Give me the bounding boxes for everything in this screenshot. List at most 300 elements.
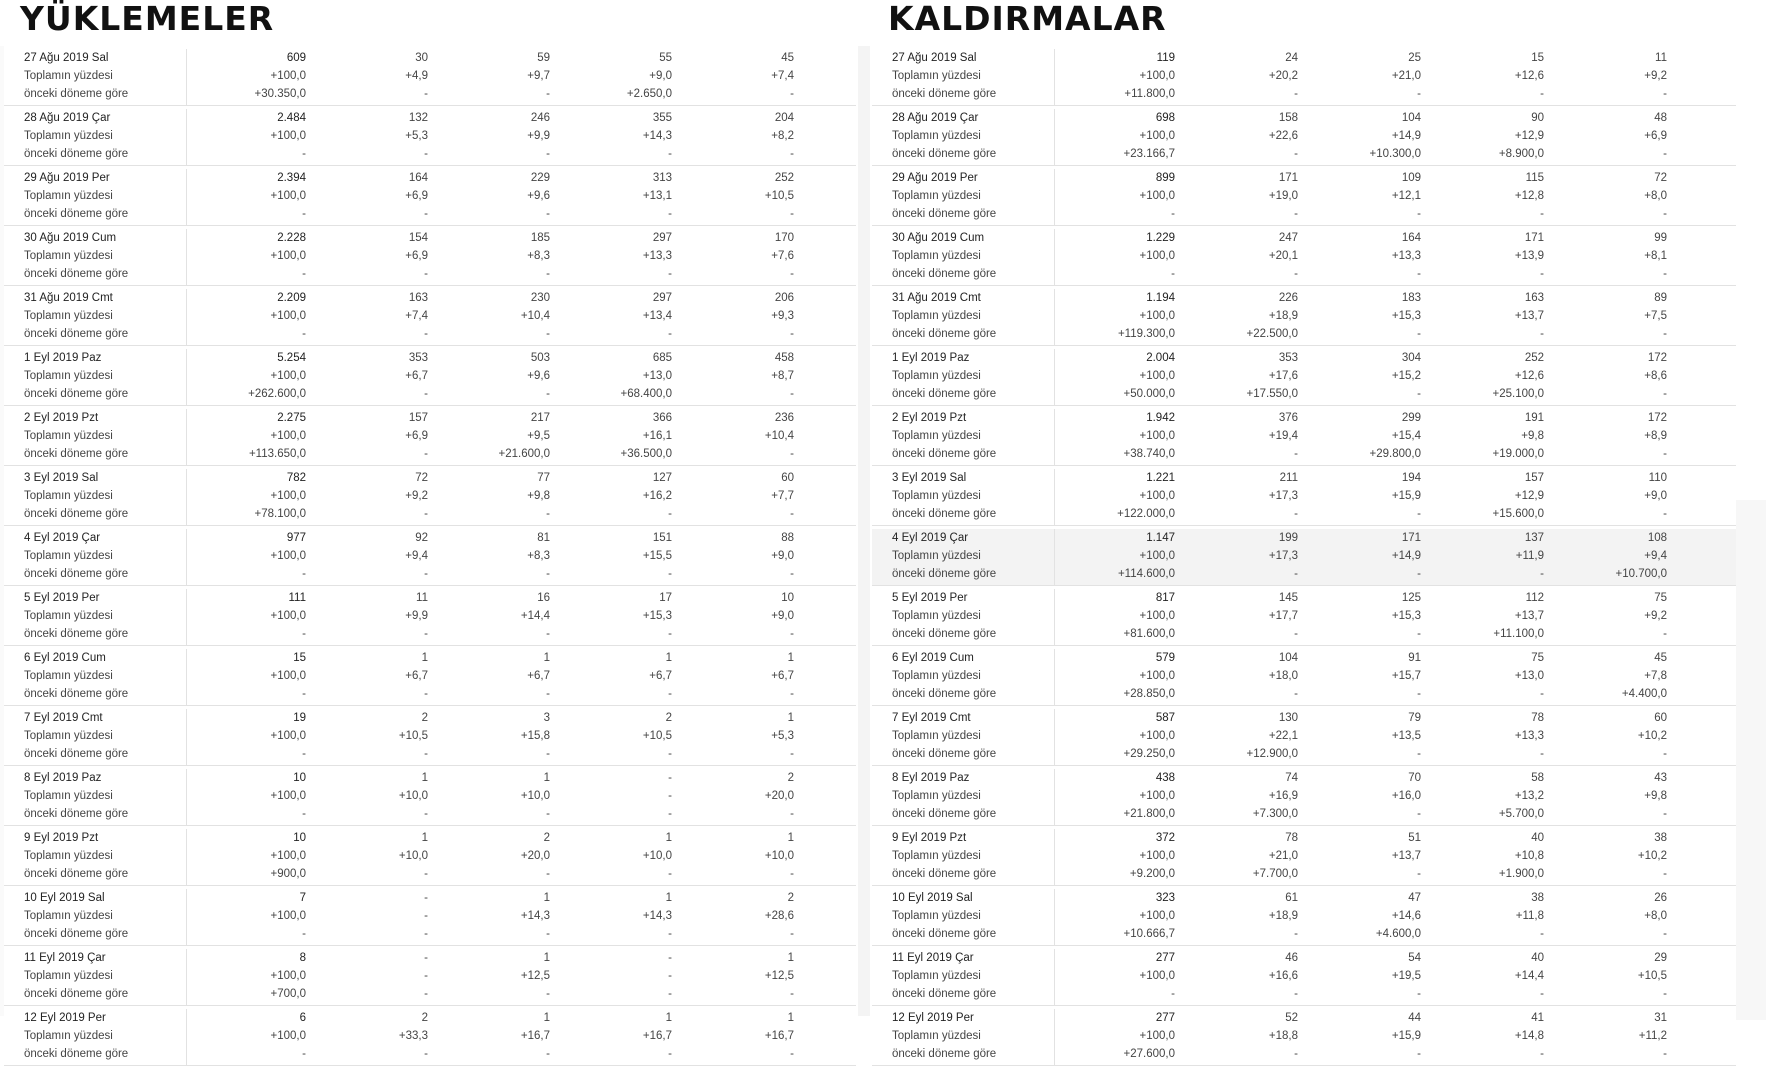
count-cell: 1 bbox=[787, 712, 794, 724]
previous-period-cell: +38.740,0 bbox=[1123, 448, 1175, 460]
percent-cell: +9,8 bbox=[527, 490, 550, 502]
count-line bbox=[872, 829, 1736, 847]
percent-cell: +100,0 bbox=[1139, 910, 1175, 922]
previous-period-cell: - bbox=[1663, 88, 1667, 100]
percent-cell: - bbox=[668, 790, 672, 802]
percent-cell: - bbox=[668, 970, 672, 982]
count-cell: 137 bbox=[1524, 532, 1544, 544]
previous-period-cell: +900,0 bbox=[270, 868, 306, 880]
table-row bbox=[4, 349, 856, 406]
count-cell: 1 bbox=[543, 952, 550, 964]
previous-period-cell: - bbox=[424, 508, 428, 520]
count-cell: 79 bbox=[1408, 712, 1421, 724]
percent-label: Toplamın yüzdesi bbox=[24, 850, 113, 862]
percent-line bbox=[4, 607, 856, 625]
percent-label: Toplamın yüzdesi bbox=[892, 850, 981, 862]
percent-cell: +100,0 bbox=[1139, 430, 1175, 442]
percent-cell: +10,2 bbox=[1637, 730, 1667, 742]
previous-period-cell: +29.800,0 bbox=[1369, 448, 1421, 460]
count-cell: 46 bbox=[1285, 952, 1298, 964]
count-cell: 183 bbox=[1401, 292, 1421, 304]
percent-cell: +10,0 bbox=[520, 790, 550, 802]
previous-period-cell: +15.600,0 bbox=[1492, 508, 1544, 520]
count-cell: 8 bbox=[299, 952, 306, 964]
percent-cell: +9,4 bbox=[405, 550, 428, 562]
count-cell: 438 bbox=[1155, 772, 1175, 784]
percent-cell: +10,4 bbox=[764, 430, 794, 442]
previous-period-cell: +7.700,0 bbox=[1252, 868, 1298, 880]
previous-period-label: önceki döneme göre bbox=[892, 88, 997, 100]
count-cell: 26 bbox=[1654, 892, 1667, 904]
previous-period-cell: - bbox=[1294, 148, 1298, 160]
count-cell: 19 bbox=[293, 712, 306, 724]
count-cell: 171 bbox=[1278, 172, 1298, 184]
row-date: 2 Eyl 2019 Pzt bbox=[892, 412, 967, 424]
count-cell: 127 bbox=[652, 472, 672, 484]
previous-period-cell: - bbox=[1171, 268, 1175, 280]
percent-cell: +100,0 bbox=[1139, 850, 1175, 862]
percent-cell: +15,7 bbox=[1391, 670, 1421, 682]
table-row bbox=[872, 49, 1736, 106]
count-cell: 41 bbox=[1531, 1012, 1544, 1024]
percent-cell: +4,9 bbox=[405, 70, 428, 82]
percent-cell: +9,8 bbox=[1521, 430, 1544, 442]
previous-period-cell: +27.600,0 bbox=[1123, 1048, 1175, 1060]
percent-cell: +9,6 bbox=[527, 370, 550, 382]
previous-period-cell: +12.900,0 bbox=[1246, 748, 1298, 760]
previous-period-line bbox=[4, 385, 856, 403]
previous-period-label: önceki döneme göre bbox=[24, 268, 129, 280]
previous-period-cell: - bbox=[424, 868, 428, 880]
percent-cell: +18,8 bbox=[1268, 1030, 1298, 1042]
count-cell: 10 bbox=[781, 592, 794, 604]
previous-period-cell: - bbox=[1663, 208, 1667, 220]
previous-period-cell: - bbox=[1663, 808, 1667, 820]
previous-period-cell: +262.600,0 bbox=[248, 388, 306, 400]
table-row bbox=[4, 409, 856, 466]
percent-cell: +14,9 bbox=[1391, 130, 1421, 142]
table-row bbox=[4, 169, 856, 226]
percent-label: Toplamın yüzdesi bbox=[24, 970, 113, 982]
row-date: 2 Eyl 2019 Pzt bbox=[24, 412, 99, 424]
percent-label: Toplamın yüzdesi bbox=[892, 370, 981, 382]
percent-cell: +10,0 bbox=[764, 850, 794, 862]
count-cell: 157 bbox=[408, 412, 428, 424]
percent-cell: +16,7 bbox=[642, 1030, 672, 1042]
table-row bbox=[872, 769, 1736, 826]
previous-period-cell: - bbox=[546, 628, 550, 640]
table-row bbox=[872, 529, 1736, 586]
row-date: 8 Eyl 2019 Paz bbox=[24, 772, 102, 784]
count-line bbox=[872, 409, 1736, 427]
percent-cell: +15,2 bbox=[1391, 370, 1421, 382]
previous-period-cell: - bbox=[1417, 568, 1421, 580]
previous-period-cell: - bbox=[1294, 928, 1298, 940]
count-cell: 185 bbox=[530, 232, 550, 244]
percent-line bbox=[872, 127, 1736, 145]
percent-cell: +13,7 bbox=[1391, 850, 1421, 862]
percent-cell: +18,9 bbox=[1268, 310, 1298, 322]
previous-period-cell: - bbox=[1540, 328, 1544, 340]
count-cell: 299 bbox=[1401, 412, 1421, 424]
table-row bbox=[872, 889, 1736, 946]
previous-period-cell: - bbox=[790, 868, 794, 880]
row-date: 10 Eyl 2019 Sal bbox=[24, 892, 105, 904]
percent-cell: +5,3 bbox=[405, 130, 428, 142]
previous-period-cell: - bbox=[1540, 1048, 1544, 1060]
count-cell: - bbox=[424, 952, 428, 964]
count-cell: 164 bbox=[1401, 232, 1421, 244]
percent-cell: +100,0 bbox=[1139, 310, 1175, 322]
percent-line bbox=[872, 427, 1736, 445]
previous-period-cell: +50.000,0 bbox=[1123, 388, 1175, 400]
count-cell: 1 bbox=[787, 652, 794, 664]
previous-period-cell: - bbox=[424, 808, 428, 820]
count-line bbox=[4, 1009, 856, 1027]
percent-label: Toplamın yüzdesi bbox=[892, 790, 981, 802]
percent-label: Toplamın yüzdesi bbox=[24, 310, 113, 322]
count-cell: 154 bbox=[408, 232, 428, 244]
previous-period-line bbox=[872, 325, 1736, 343]
previous-period-label: önceki döneme göre bbox=[24, 808, 129, 820]
row-date: 31 Ağu 2019 Cmt bbox=[892, 292, 981, 304]
previous-period-cell: - bbox=[668, 628, 672, 640]
count-cell: 1 bbox=[421, 832, 428, 844]
percent-cell: +16,9 bbox=[1268, 790, 1298, 802]
previous-period-line bbox=[4, 325, 856, 343]
previous-period-label: önceki döneme göre bbox=[24, 448, 129, 460]
previous-period-label: önceki döneme göre bbox=[892, 508, 997, 520]
previous-period-line bbox=[4, 925, 856, 943]
table-row bbox=[872, 109, 1736, 166]
row-date: 27 Ağu 2019 Sal bbox=[24, 52, 109, 64]
previous-period-cell: - bbox=[1417, 868, 1421, 880]
previous-period-cell: - bbox=[546, 208, 550, 220]
previous-period-cell: - bbox=[668, 1048, 672, 1060]
count-line bbox=[4, 109, 856, 127]
previous-period-line bbox=[4, 205, 856, 223]
count-cell: 199 bbox=[1278, 532, 1298, 544]
previous-period-cell: - bbox=[424, 268, 428, 280]
count-line bbox=[872, 709, 1736, 727]
percent-cell: +9,3 bbox=[771, 310, 794, 322]
previous-period-line bbox=[872, 985, 1736, 1003]
count-cell: 15 bbox=[293, 652, 306, 664]
percent-cell: +9,9 bbox=[405, 610, 428, 622]
percent-cell: +13,7 bbox=[1514, 610, 1544, 622]
count-cell: 30 bbox=[415, 52, 428, 64]
percent-label: Toplamın yüzdesi bbox=[24, 430, 113, 442]
percent-line bbox=[872, 187, 1736, 205]
previous-period-cell: - bbox=[668, 868, 672, 880]
percent-cell: +100,0 bbox=[270, 850, 306, 862]
count-cell: 230 bbox=[530, 292, 550, 304]
row-date: 9 Eyl 2019 Pzt bbox=[24, 832, 99, 844]
previous-period-cell: +4.400,0 bbox=[1621, 688, 1667, 700]
percent-cell: +100,0 bbox=[1139, 190, 1175, 202]
previous-period-cell: - bbox=[1294, 208, 1298, 220]
count-cell: 48 bbox=[1654, 112, 1667, 124]
row-date: 11 Eyl 2019 Çar bbox=[24, 952, 106, 964]
table-row bbox=[4, 709, 856, 766]
count-line bbox=[4, 349, 856, 367]
previous-period-cell: - bbox=[668, 808, 672, 820]
previous-period-cell: - bbox=[1294, 988, 1298, 1000]
count-cell: 376 bbox=[1278, 412, 1298, 424]
previous-period-cell: - bbox=[1417, 88, 1421, 100]
percent-line bbox=[872, 967, 1736, 985]
count-cell: 323 bbox=[1155, 892, 1175, 904]
row-date: 12 Eyl 2019 Per bbox=[24, 1012, 106, 1024]
previous-period-cell: - bbox=[790, 148, 794, 160]
percent-cell: +10,5 bbox=[764, 190, 794, 202]
count-cell: 81 bbox=[537, 532, 550, 544]
table-row bbox=[872, 709, 1736, 766]
percent-cell: +33,3 bbox=[398, 1030, 428, 1042]
count-cell: 17 bbox=[659, 592, 672, 604]
previous-period-cell: - bbox=[546, 808, 550, 820]
table-row bbox=[4, 949, 856, 1006]
percent-line bbox=[4, 427, 856, 445]
percent-cell: +20,0 bbox=[764, 790, 794, 802]
previous-period-line bbox=[4, 265, 856, 283]
count-cell: 115 bbox=[1525, 172, 1544, 184]
previous-period-cell: - bbox=[1663, 988, 1667, 1000]
previous-period-cell: - bbox=[302, 688, 306, 700]
percent-label: Toplamın yüzdesi bbox=[892, 1030, 981, 1042]
percent-cell: +100,0 bbox=[1139, 670, 1175, 682]
count-cell: 1 bbox=[665, 1012, 672, 1024]
previous-period-cell: - bbox=[668, 748, 672, 760]
previous-period-cell: - bbox=[790, 508, 794, 520]
percent-cell: +9,5 bbox=[527, 430, 550, 442]
previous-period-cell: - bbox=[790, 988, 794, 1000]
percent-cell: +7,7 bbox=[771, 490, 794, 502]
previous-period-line bbox=[4, 445, 856, 463]
count-cell: 1.942 bbox=[1146, 412, 1175, 424]
percent-cell: +100,0 bbox=[270, 130, 306, 142]
table-row bbox=[4, 529, 856, 586]
count-cell: 206 bbox=[774, 292, 794, 304]
percent-cell: +17,7 bbox=[1268, 610, 1298, 622]
previous-period-cell: +10.300,0 bbox=[1369, 148, 1421, 160]
count-cell: 77 bbox=[537, 472, 550, 484]
previous-period-cell: +5.700,0 bbox=[1498, 808, 1544, 820]
previous-period-cell: - bbox=[1540, 688, 1544, 700]
previous-period-cell: +78.100,0 bbox=[254, 508, 306, 520]
previous-period-cell: - bbox=[546, 988, 550, 1000]
count-cell: 172 bbox=[1647, 412, 1667, 424]
percent-cell: +10,0 bbox=[398, 850, 428, 862]
percent-line bbox=[4, 967, 856, 985]
count-cell: 75 bbox=[1654, 592, 1667, 604]
percent-cell: +6,7 bbox=[649, 670, 672, 682]
count-cell: - bbox=[668, 772, 672, 784]
count-cell: 91 bbox=[1408, 652, 1421, 664]
percent-cell: +8,0 bbox=[1644, 190, 1667, 202]
previous-period-cell: +21.600,0 bbox=[498, 448, 550, 460]
percent-cell: +100,0 bbox=[1139, 610, 1175, 622]
count-cell: 2.484 bbox=[277, 112, 306, 124]
percent-line bbox=[872, 607, 1736, 625]
previous-period-cell: - bbox=[1417, 688, 1421, 700]
count-line bbox=[4, 529, 856, 547]
previous-period-cell: - bbox=[302, 328, 306, 340]
previous-period-label: önceki döneme göre bbox=[892, 1048, 997, 1060]
previous-period-cell: +4.600,0 bbox=[1375, 928, 1421, 940]
previous-period-cell: +700,0 bbox=[270, 988, 306, 1000]
count-cell: 1 bbox=[787, 832, 794, 844]
previous-period-cell: - bbox=[1663, 148, 1667, 160]
percent-cell: +10,8 bbox=[1514, 850, 1544, 862]
percent-cell: +100,0 bbox=[1139, 730, 1175, 742]
previous-period-cell: - bbox=[1663, 448, 1667, 460]
previous-period-cell: - bbox=[424, 1048, 428, 1060]
percent-cell: +13,7 bbox=[1514, 310, 1544, 322]
count-cell: 89 bbox=[1654, 292, 1667, 304]
row-date: 5 Eyl 2019 Per bbox=[24, 592, 100, 604]
previous-period-label: önceki döneme göre bbox=[24, 748, 129, 760]
table-row bbox=[4, 649, 856, 706]
percent-cell: +14,3 bbox=[520, 910, 550, 922]
percent-cell: +10,2 bbox=[1637, 850, 1667, 862]
count-cell: 297 bbox=[652, 292, 672, 304]
percent-cell: +6,7 bbox=[405, 670, 428, 682]
count-line bbox=[4, 49, 856, 67]
count-cell: 104 bbox=[1401, 112, 1421, 124]
previous-period-cell: +68.400,0 bbox=[620, 388, 672, 400]
percent-line bbox=[872, 907, 1736, 925]
count-cell: 3 bbox=[543, 712, 550, 724]
removals-title: KALDIRMALAR bbox=[888, 0, 1167, 38]
previous-period-cell: +28.850,0 bbox=[1123, 688, 1175, 700]
count-cell: 246 bbox=[530, 112, 550, 124]
previous-period-cell: - bbox=[302, 808, 306, 820]
previous-period-cell: - bbox=[1294, 1048, 1298, 1060]
previous-period-cell: - bbox=[546, 1048, 550, 1060]
percent-cell: +16,7 bbox=[520, 1030, 550, 1042]
percent-line bbox=[4, 127, 856, 145]
percent-label: Toplamın yüzdesi bbox=[24, 130, 113, 142]
percent-cell: +9,0 bbox=[771, 610, 794, 622]
percent-cell: +14,8 bbox=[1514, 1030, 1544, 1042]
percent-cell: +9,2 bbox=[405, 490, 428, 502]
previous-period-line bbox=[872, 445, 1736, 463]
percent-cell: +9,2 bbox=[1644, 70, 1667, 82]
previous-period-cell: - bbox=[1540, 568, 1544, 580]
count-cell: 252 bbox=[1524, 352, 1544, 364]
previous-period-label: önceki döneme göre bbox=[892, 388, 997, 400]
count-cell: 52 bbox=[1285, 1012, 1298, 1024]
count-cell: 16 bbox=[537, 592, 550, 604]
previous-period-cell: - bbox=[790, 88, 794, 100]
count-line bbox=[4, 169, 856, 187]
previous-period-label: önceki döneme göre bbox=[24, 1048, 129, 1060]
count-cell: 5.254 bbox=[277, 352, 306, 364]
previous-period-label: önceki döneme göre bbox=[892, 328, 997, 340]
previous-period-label: önceki döneme göre bbox=[892, 628, 997, 640]
previous-period-line bbox=[872, 745, 1736, 763]
row-date: 4 Eyl 2019 Çar bbox=[24, 532, 101, 544]
count-cell: 297 bbox=[652, 232, 672, 244]
count-cell: 145 bbox=[1278, 592, 1298, 604]
percent-cell: +100,0 bbox=[1139, 790, 1175, 802]
percent-cell: +22,1 bbox=[1268, 730, 1298, 742]
percent-label: Toplamın yüzdesi bbox=[24, 670, 113, 682]
percent-cell: +13,2 bbox=[1514, 790, 1544, 802]
percent-cell: +8,2 bbox=[771, 130, 794, 142]
percent-cell: +100,0 bbox=[270, 370, 306, 382]
count-cell: 1 bbox=[543, 1012, 550, 1024]
previous-period-cell: +113.650,0 bbox=[248, 448, 306, 460]
percent-cell: +12,1 bbox=[1391, 190, 1421, 202]
previous-period-cell: - bbox=[790, 388, 794, 400]
count-line bbox=[872, 589, 1736, 607]
percent-label: Toplamın yüzdesi bbox=[892, 430, 981, 442]
previous-period-line bbox=[872, 685, 1736, 703]
count-cell: 353 bbox=[1278, 352, 1298, 364]
percent-line bbox=[4, 907, 856, 925]
previous-period-cell: - bbox=[790, 208, 794, 220]
percent-cell: +8,7 bbox=[771, 370, 794, 382]
previous-period-cell: - bbox=[790, 688, 794, 700]
count-cell: 75 bbox=[1531, 652, 1544, 664]
percent-cell: +100,0 bbox=[270, 910, 306, 922]
count-cell: 72 bbox=[1654, 172, 1667, 184]
count-cell: 110 bbox=[1648, 472, 1667, 484]
percent-cell: +15,3 bbox=[642, 610, 672, 622]
previous-period-cell: - bbox=[302, 568, 306, 580]
percent-cell: +10,4 bbox=[520, 310, 550, 322]
percent-line bbox=[4, 367, 856, 385]
count-cell: 236 bbox=[774, 412, 794, 424]
previous-period-cell: - bbox=[1663, 748, 1667, 760]
previous-period-label: önceki döneme göre bbox=[892, 208, 997, 220]
percent-cell: +13,9 bbox=[1514, 250, 1544, 262]
count-cell: 313 bbox=[652, 172, 672, 184]
percent-cell: +22,6 bbox=[1268, 130, 1298, 142]
percent-cell: +12,6 bbox=[1514, 370, 1544, 382]
percent-line bbox=[872, 667, 1736, 685]
percent-label: Toplamın yüzdesi bbox=[24, 790, 113, 802]
previous-period-cell: +10.700,0 bbox=[1615, 568, 1667, 580]
previous-period-cell: - bbox=[1540, 268, 1544, 280]
count-cell: 55 bbox=[659, 52, 672, 64]
percent-line bbox=[872, 487, 1736, 505]
percent-cell: +6,9 bbox=[1644, 130, 1667, 142]
count-line bbox=[872, 349, 1736, 367]
previous-period-label: önceki döneme göre bbox=[892, 268, 997, 280]
count-cell: 503 bbox=[530, 352, 550, 364]
previous-period-cell: +17.550,0 bbox=[1246, 388, 1298, 400]
count-cell: 2.004 bbox=[1146, 352, 1175, 364]
percent-cell: +14,6 bbox=[1391, 910, 1421, 922]
percent-cell: +15,4 bbox=[1391, 430, 1421, 442]
count-cell: 171 bbox=[1524, 232, 1544, 244]
percent-cell: +13,3 bbox=[1514, 730, 1544, 742]
previous-period-cell: - bbox=[1294, 688, 1298, 700]
count-cell: 47 bbox=[1408, 892, 1421, 904]
count-cell: 1.147 bbox=[1146, 532, 1175, 544]
percent-cell: +100,0 bbox=[1139, 490, 1175, 502]
percent-label: Toplamın yüzdesi bbox=[892, 490, 981, 502]
count-cell: 88 bbox=[781, 532, 794, 544]
percent-label: Toplamın yüzdesi bbox=[892, 190, 981, 202]
count-cell: 51 bbox=[1408, 832, 1421, 844]
percent-label: Toplamın yüzdesi bbox=[892, 250, 981, 262]
count-line bbox=[872, 289, 1736, 307]
percent-cell: +8,3 bbox=[527, 550, 550, 562]
